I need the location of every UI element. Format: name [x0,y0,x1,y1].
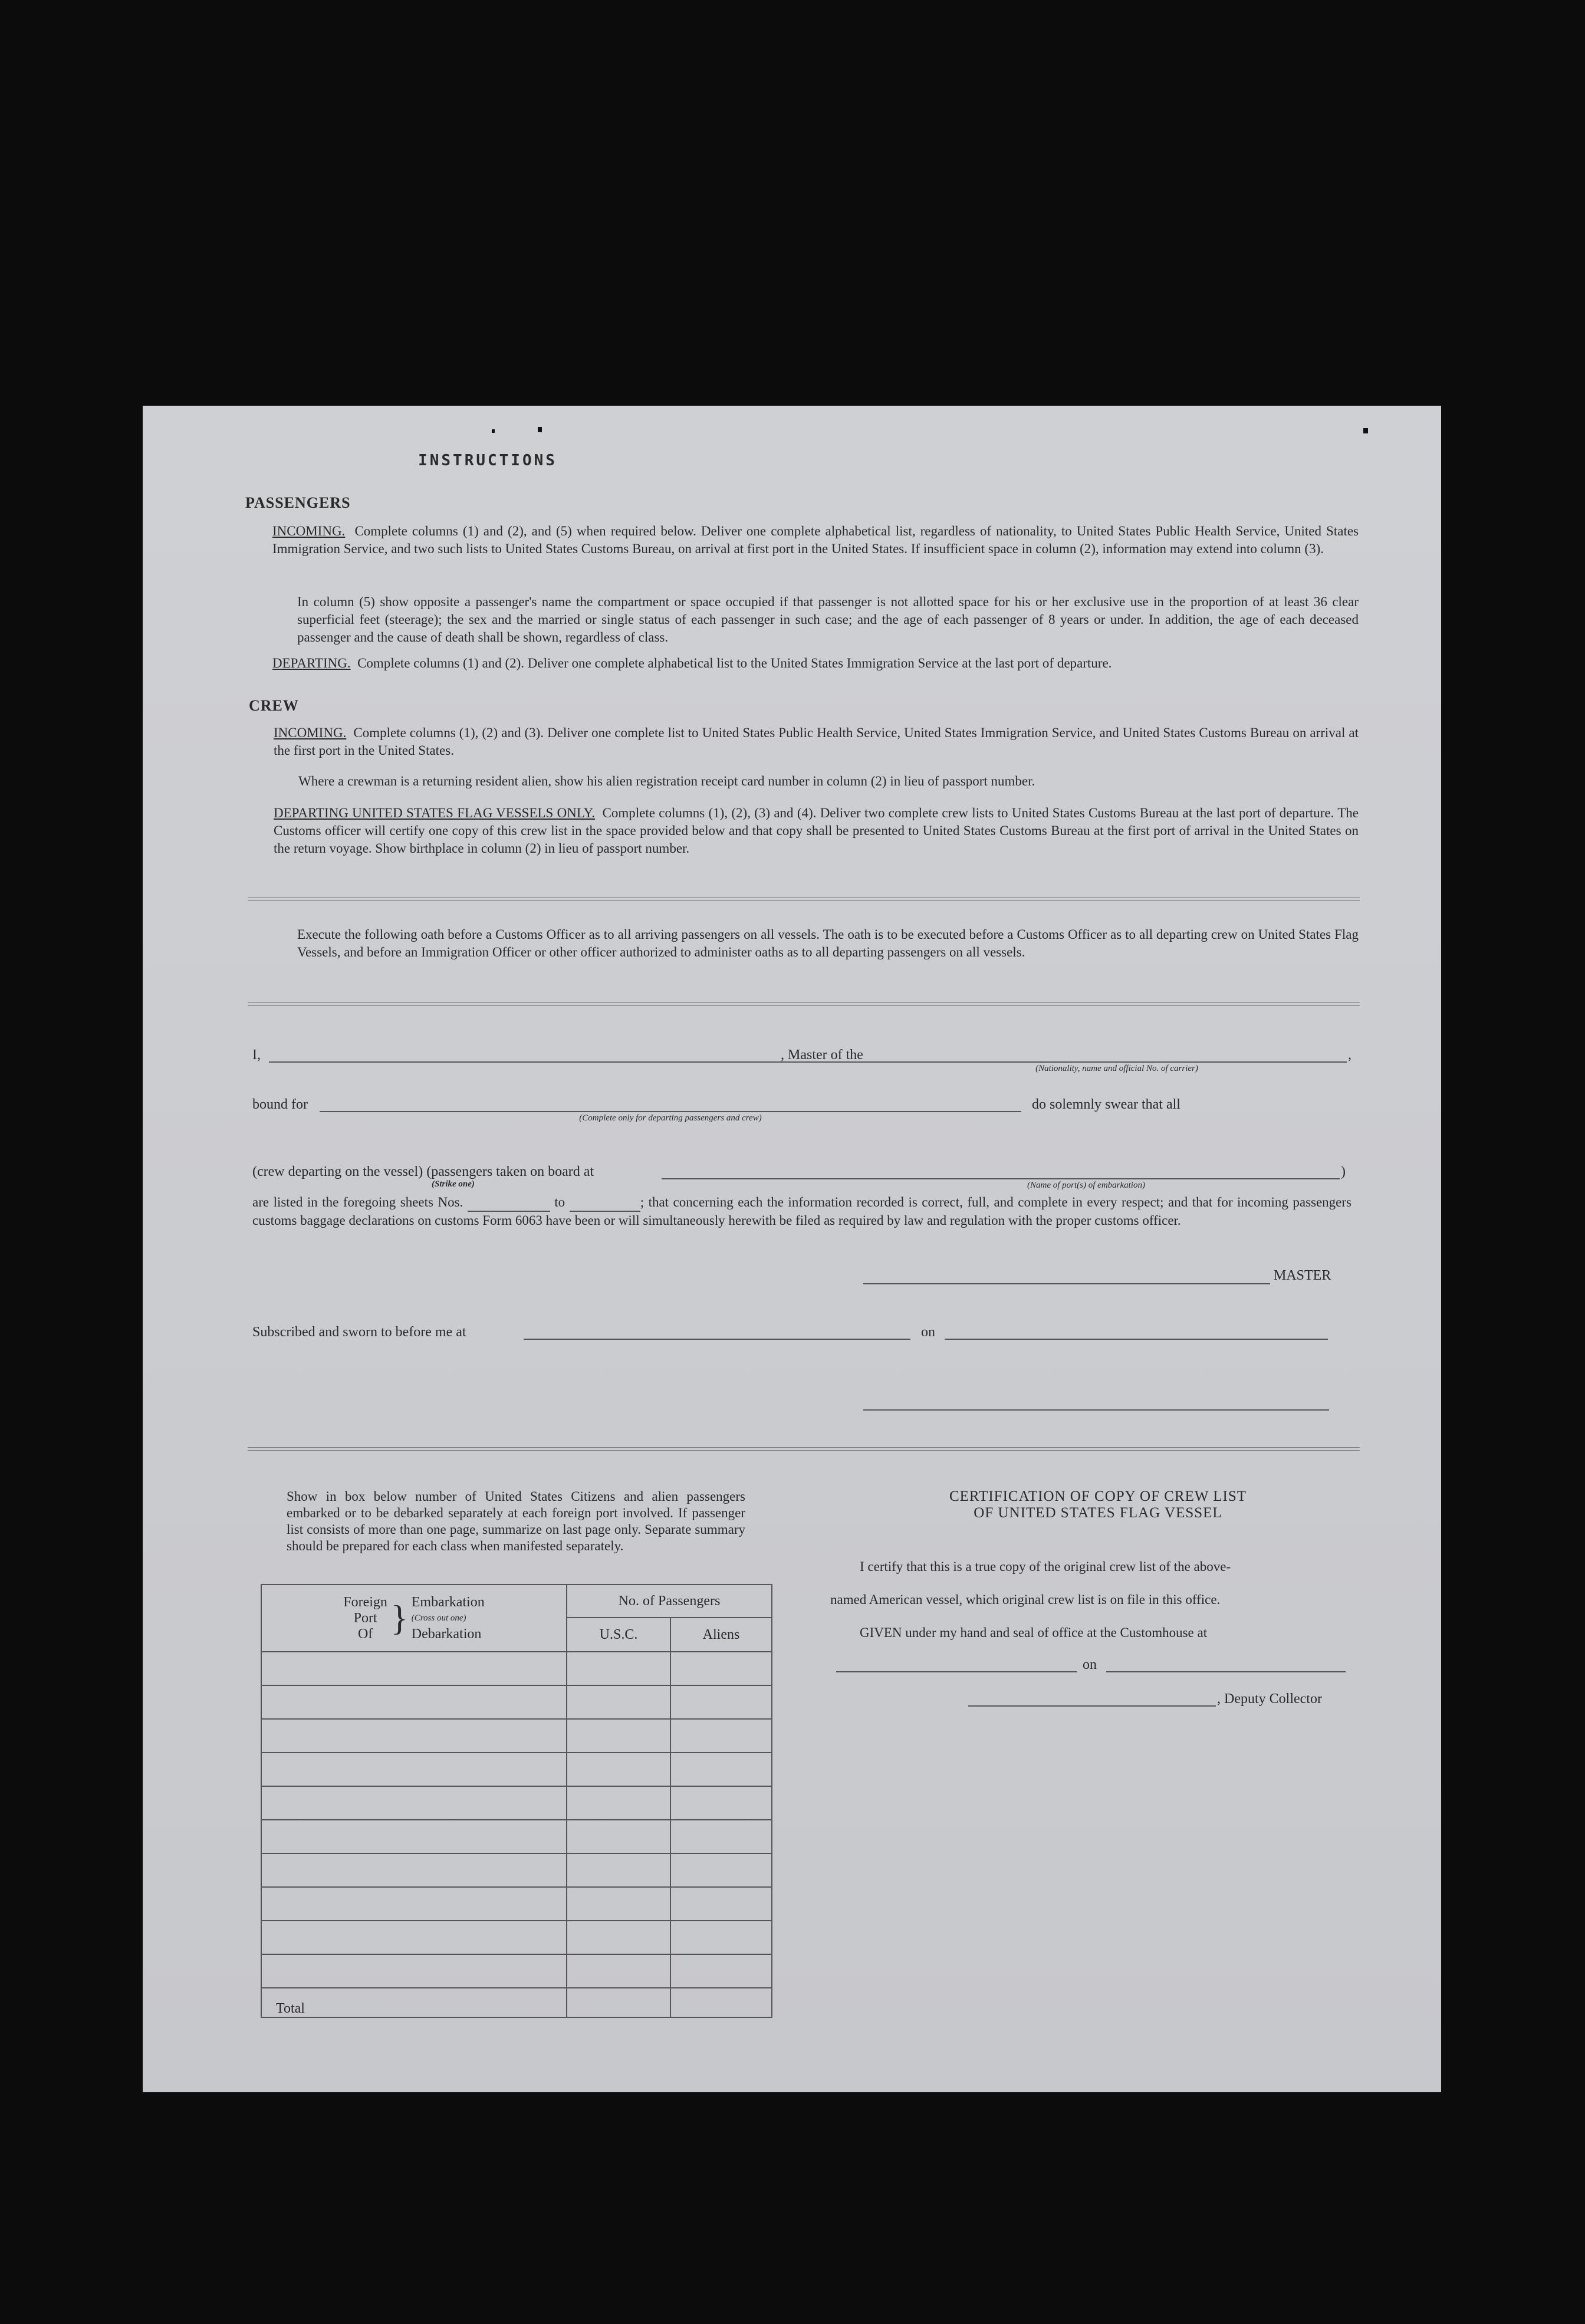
cert-date-field[interactable] [1106,1671,1346,1672]
speck [492,429,495,433]
usc-cell[interactable] [567,1820,670,1853]
aliens-cell[interactable] [670,1753,772,1786]
usc-cell[interactable] [567,1786,670,1820]
crew-resident: Where a crewman is a returning resident alien, show his alien registration receipt card number in column (2) in lieu of passport number. [298,774,1035,788]
speck [1363,428,1368,433]
master-signature-field[interactable] [863,1283,1270,1284]
port-cell[interactable] [261,1786,567,1820]
usc-total-cell[interactable] [567,1988,670,2017]
instructions-title: INSTRUCTIONS [418,452,557,469]
port-header-cell [261,1585,567,1652]
listed-text: are listed in the foregoing sheets Nos. [252,1195,463,1209]
master-label: MASTER [1274,1268,1331,1283]
comma: , [1348,1047,1351,1063]
port-cell[interactable] [261,1853,567,1887]
cross-out-caption: (Cross out one) [411,1613,466,1623]
crew-heading: CREW [249,697,299,714]
no-passengers-header: No. of Passengers [567,1585,772,1618]
crew-incoming [274,724,1359,760]
incoming-label: INCOMING. [272,524,346,538]
deputy-signature-field[interactable] [968,1705,1216,1707]
departing-label: DEPARTING. [272,656,351,670]
departing-text: Complete columns (1) and (2). Deliver one complete alphabetical list to the United States Immigration Service at the last port of departure. [357,656,1112,670]
sworn-place-field[interactable] [524,1339,910,1340]
passengers-heading: PASSENGERS [245,494,351,511]
usc-cell[interactable] [567,1719,670,1753]
sworn-on-label: on [921,1324,935,1340]
port-cell[interactable] [261,1685,567,1719]
usc-cell[interactable] [567,1921,670,1954]
cert-line2: named American vessel, which original crew list is on file in this office. [830,1592,1221,1607]
port-label: Port [353,1610,377,1626]
close-paren: ) [1341,1164,1346,1179]
aliens-cell[interactable] [670,1887,772,1921]
strike-caption: (Strike one) [432,1179,475,1189]
aliens-cell[interactable] [670,1685,772,1719]
divider [248,1002,1360,1006]
aliens-cell[interactable] [670,1954,772,1988]
cert-title-line2: OF UNITED STATES FLAG VESSEL [974,1505,1222,1521]
bound-caption: (Complete only for departing passengers and crew) [579,1113,762,1123]
certification-title [862,1488,1334,1521]
speck [538,427,542,432]
port-cell[interactable] [261,1652,567,1685]
aliens-cell[interactable] [670,1786,772,1820]
oath-i-label: I, [252,1047,261,1063]
cert-line1: I certify that this is a true copy of the original crew list of the above- [860,1559,1231,1574]
swear-text: do solemnly swear that all [1032,1097,1180,1112]
usc-cell[interactable] [567,1887,670,1921]
cert-on-label: on [1083,1657,1097,1672]
cert-title-line1: CERTIFICATION OF COPY OF CREW LIST [949,1488,1247,1504]
bound-for-label: bound for [252,1097,308,1112]
deputy-collector-label: , Deputy Collector [1217,1691,1322,1707]
oath-intro: Execute the following oath before a Customs Officer as to all arriving passengers on all vessels. The oath is to be executed before a Customs Officer as to all departing crew on United States Flag Vessels, and before an Immigration Officer or other officer authorized to administer oaths as to all departing passengers on all vessels. [297,927,1359,959]
brace-left: } [390,1599,408,1638]
foreign-label: Foreign [343,1594,387,1610]
cert-line3: GIVEN under my hand and seal of office at the Customhouse at [860,1625,1208,1640]
usc-cell[interactable] [567,1685,670,1719]
port-cell[interactable] [261,1921,567,1954]
crew-departing-text: (crew departing on the vessel) (passengers taken on board at [252,1164,594,1179]
carrier-field[interactable] [887,1061,1347,1063]
passengers-incoming [272,522,1359,558]
port-cell[interactable] [261,1954,567,1988]
incoming-text: Complete columns (1) and (2), and (5) when required below. Deliver one complete alphabetical list, regardless of nationality, to United States Public Health Service, United States Immigration Service, and two such lists to United States Customs Bureau, on arrival at first port in the United States. If insufficient space in column (2), information may extend into column (3). [272,524,1359,556]
debarkation-label: Debarkation [411,1626,482,1642]
port-cell[interactable] [261,1719,567,1753]
summary-intro: Show in box below number of United States Citizens and alien passengers embarked or to be debarked separately at each foreign port involved. If passenger list consists of more than one page, summarize on last page only. Separate summary should be prepared for each class when manifested separately. [287,1489,745,1553]
ports-caption: (Name of port(s) of embarkation) [1027,1181,1145,1190]
crew-departing-text: Complete columns (1), (2), (3) and (4). Deliver two complete crew lists to United States Customs Bureau at the last port of departure. The Customs officer will certify one copy of this crew list in the space provided below and that copy shall be presented to United States Customs Bureau at the first port of arrival in the United States on the return voyage. Show birthplace in column (2) in lieu of passport number. [274,806,1359,856]
usc-cell[interactable] [567,1753,670,1786]
embarkation-label: Embarkation [411,1594,485,1610]
oath-listed-paragraph [252,1194,1351,1229]
aliens-total-cell[interactable] [670,1988,772,2017]
listed-rest: ; that concerning each the information recorded is correct, full, and complete in every respect; and that for incoming passengers customs baggage declarations on customs Form 6063 have been or will simultaneously herewith be filed as required by law and regulation with the proper customs officer. [252,1195,1352,1228]
crew-incoming-label: INCOMING. [274,725,347,740]
aliens-header: Aliens [670,1618,772,1652]
sworn-date-field[interactable] [945,1339,1328,1340]
bound-for-field[interactable] [320,1111,1021,1112]
of-label: Of [357,1626,373,1642]
crew-departing-label: DEPARTING UNITED STATES FLAG VESSELS ONLY. [274,806,595,820]
officer-signature-field[interactable] [863,1409,1329,1411]
port-cell[interactable] [261,1887,567,1921]
port-cell[interactable] [261,1753,567,1786]
passengers-column5: In column (5) show opposite a passenger's name the compartment or space occupied if that passenger is not allotted space for his or her exclusive use in the proportion of at least 36 clear superficial feet (steerage); the sex and the married or single status of each passenger in such case; and the age of each passenger of 8 years or under. In addition, the age of each deceased passenger and the cause of death shall be shown, regardless of class. [297,594,1359,645]
sheet-from-field[interactable] [468,1194,550,1212]
customhouse-field[interactable] [836,1671,1077,1672]
master-of-label: , Master of the [781,1047,863,1063]
passenger-summary-table [261,1584,772,2018]
sheet-to-field[interactable] [570,1194,640,1212]
usc-cell[interactable] [567,1954,670,1988]
crew-incoming-text: Complete columns (1), (2) and (3). Deliver one complete list to United States Public Health Service, United States Immigration Service, and United States Customs Bureau on arrival at the first port in the United States. [274,725,1359,758]
aliens-cell[interactable] [670,1719,772,1753]
usc-cell[interactable] [567,1652,670,1685]
to-label: to [554,1195,565,1209]
total-label: Total [261,1988,567,2017]
aliens-cell[interactable] [670,1820,772,1853]
aliens-cell[interactable] [670,1853,772,1887]
embarkation-ports-field[interactable] [662,1178,1340,1179]
usc-cell[interactable] [567,1853,670,1887]
aliens-cell[interactable] [670,1921,772,1954]
aliens-cell[interactable] [670,1652,772,1685]
form-sheet [143,406,1441,2092]
divider [248,898,1360,901]
passengers-departing [272,655,1359,672]
usc-header: U.S.C. [567,1618,670,1652]
crew-departing [274,804,1359,857]
divider [248,1447,1360,1451]
subscribed-label: Subscribed and sworn to before me at [252,1324,466,1340]
carrier-caption: (Nationality, name and official No. of carrier) [1035,1064,1198,1073]
port-cell[interactable] [261,1820,567,1853]
